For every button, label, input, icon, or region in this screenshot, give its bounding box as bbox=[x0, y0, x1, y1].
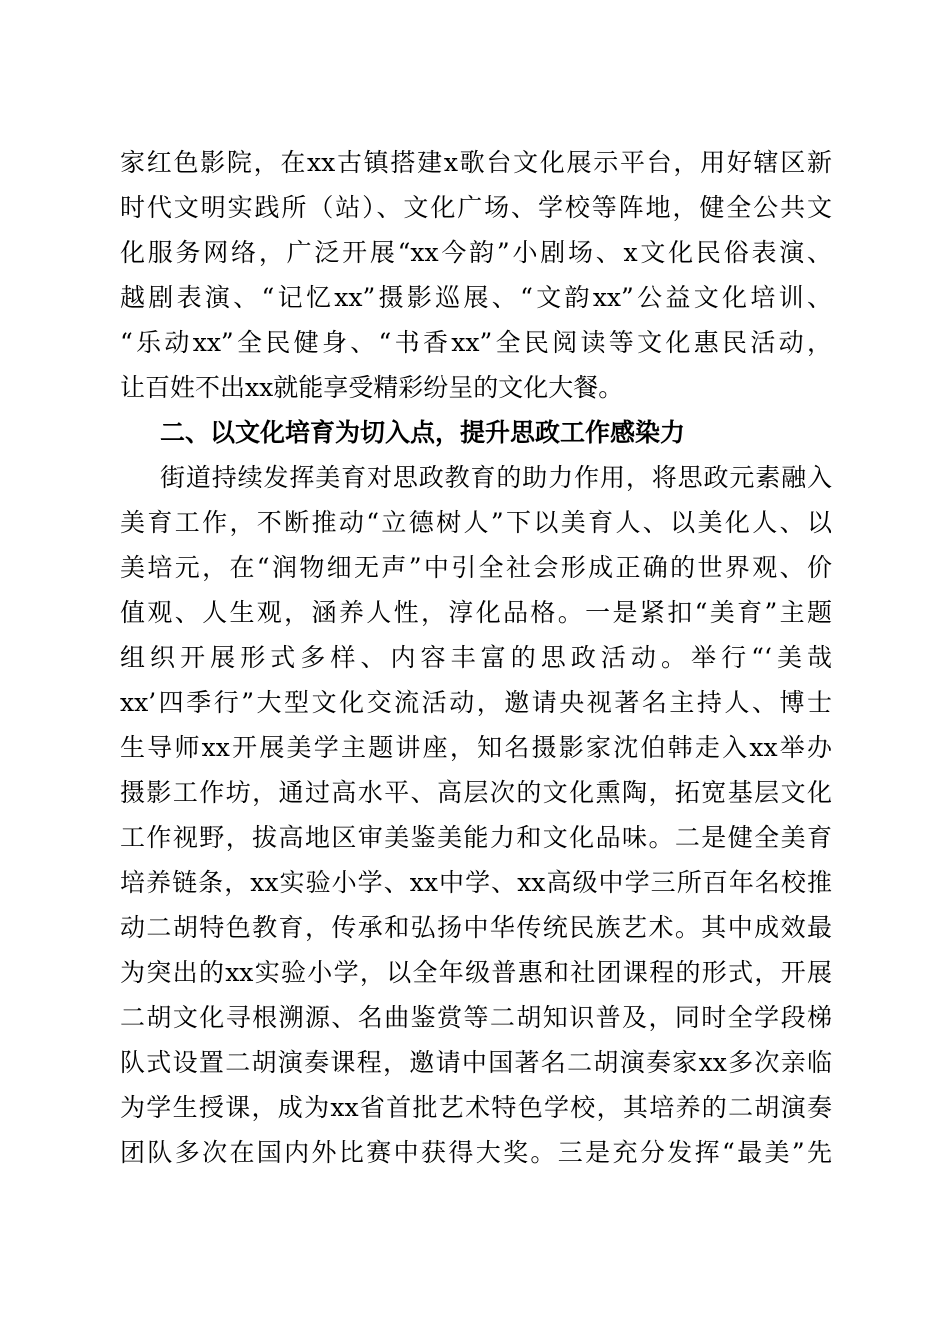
paragraph-2-line-16: 团队多次在国内外比赛中获得大奖。三是充分发挥“最美”先 bbox=[120, 1138, 832, 1167]
paragraph-2-line-5: 组织开展形式多样、内容丰富的思政活动。举行“‘美哉 bbox=[120, 643, 832, 672]
paragraph-2-line-7: 生导师xx开展美学主题讲座，知名摄影家沈伯韩走入xx举办 bbox=[120, 733, 832, 762]
paragraph-2-line-10: 培养链条，xx实验小学、xx中学、xx高级中学三所百年名校推 bbox=[120, 868, 832, 897]
paragraph-2-line-1: 街道持续发挥美育对思政教育的助力作用，将思政元素融入 bbox=[160, 463, 832, 492]
paragraph-2-line-8: 摄影工作坊，通过高水平、高层次的文化熏陶，拓宽基层文化 bbox=[120, 778, 832, 807]
paragraph-2-line-3: 美培元，在“润物细无声”中引全社会形成正确的世界观、价 bbox=[120, 553, 832, 582]
paragraph-1-line-6: 让百姓不出xx就能享受精彩纷呈的文化大餐。 bbox=[120, 373, 624, 402]
paragraph-2-line-12: 为突出的xx实验小学，以全年级普惠和社团课程的形式，开展 bbox=[120, 958, 832, 987]
paragraph-1-line-3: 化服务网络，广泛开展“xx今韵”小剧场、x文化民俗表演、 bbox=[120, 238, 832, 267]
paragraph-2-line-6: xx’四季行”大型文化交流活动，邀请央视著名主持人、博士 bbox=[120, 688, 832, 717]
section-heading: 二、以文化培育为切入点，提升思政工作感染力 bbox=[160, 418, 686, 447]
paragraph-2-line-11: 动二胡特色教育，传承和弘扬中华传统民族艺术。其中成效最 bbox=[120, 913, 832, 942]
paragraph-2-line-14: 队式设置二胡演奏课程，邀请中国著名二胡演奏家xx多次亲临 bbox=[120, 1048, 832, 1077]
paragraph-2-line-15: 为学生授课，成为xx省首批艺术特色学校，其培养的二胡演奏 bbox=[120, 1093, 832, 1122]
paragraph-2-line-4: 值观、人生观，涵养人性，淳化品格。一是紧扣“美育”主题 bbox=[120, 598, 832, 627]
paragraph-1-line-4: 越剧表演、“记忆xx”摄影巡展、“文韵xx”公益文化培训、 bbox=[120, 283, 832, 312]
paragraph-1-line-1: 家红色影院，在xx古镇搭建x歌台文化展示平台，用好辖区新 bbox=[120, 148, 832, 177]
paragraph-2-line-2: 美育工作，不断推动“立德树人”下以美育人、以美化人、以 bbox=[120, 508, 832, 537]
paragraph-2-line-13: 二胡文化寻根溯源、名曲鉴赏等二胡知识普及，同时全学段梯 bbox=[120, 1003, 832, 1032]
paragraph-1-line-5: “乐动xx”全民健身、“书香xx”全民阅读等文化惠民活动， bbox=[120, 328, 832, 357]
paragraph-1-line-2: 时代文明实践所（站）、文化广场、学校等阵地，健全公共文 bbox=[120, 193, 832, 222]
paragraph-2-line-9: 工作视野，拔高地区审美鉴美能力和文化品味。二是健全美育 bbox=[120, 823, 832, 852]
